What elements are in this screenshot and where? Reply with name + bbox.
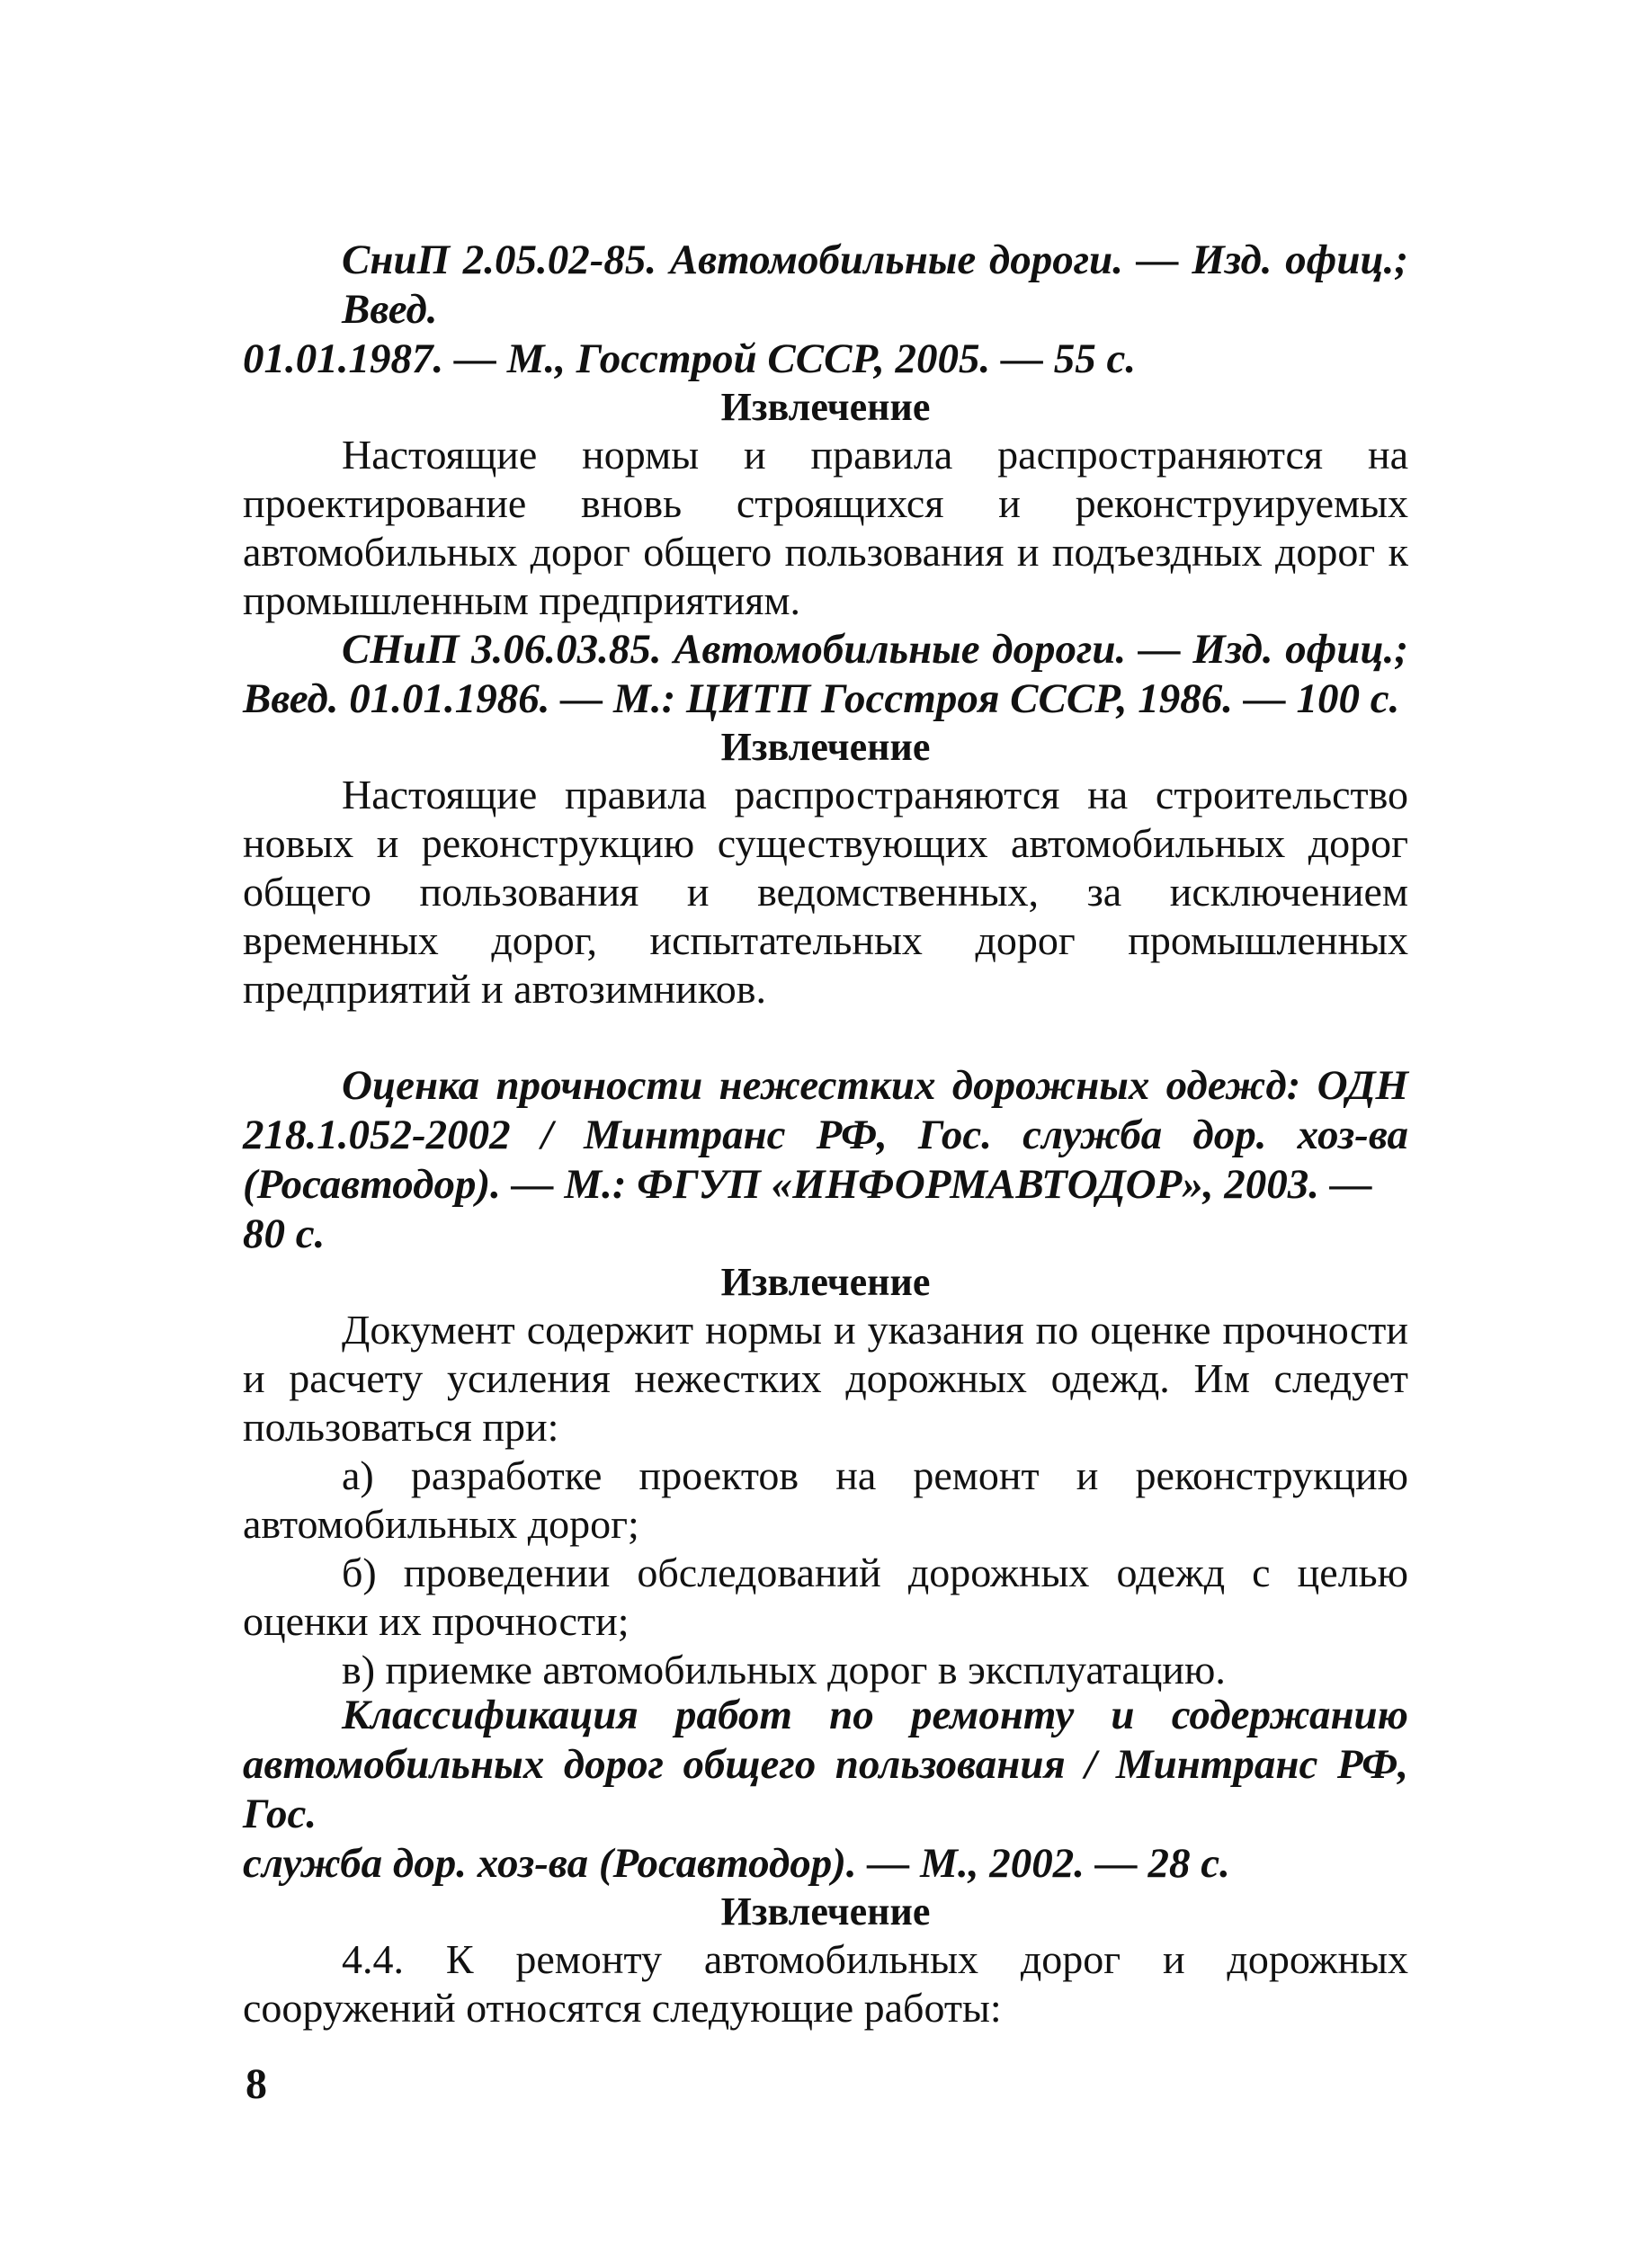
list-item: б) проведении обследований дорожных одежд с целью оценки их прочности;: [243, 1550, 1408, 1644]
citation-line: служба дор. хоз-ва (Росавтодор). — М., 2002. — 28 с.: [243, 1840, 1230, 1887]
citation-line: Классификация работ по ремонту и содержанию: [342, 1692, 1408, 1738]
citation: [243, 1691, 1408, 1889]
citation: [243, 236, 1408, 384]
section-heading: Извлечение: [720, 1889, 931, 1934]
paragraph: 4.4. К ремонту автомобильных дорог и дорожных сооружений относятся следующие работы:: [243, 1936, 1408, 2031]
paragraph: Настоящие нормы и правила распространяются на проектирование вновь строящихся и реконструируемых автомобильных дорог общего пользования и подъездных дорог к промышленным предприятиям.: [243, 432, 1408, 623]
citation-line: (Росавтодор). — М.: ФГУП «ИНФОРМАВТОДОР», 2003. — 80 с.: [243, 1161, 1372, 1257]
entry-snip-3-06-03: [243, 625, 1408, 1014]
citation-line: 01.01.1987. — М., Госстрой СССР, 2005. — 55 с.: [243, 335, 1137, 382]
citation-line: СНиП 3.06.03.85. Автомобильные дороги. — Изд. офиц.;: [342, 626, 1408, 673]
list-item: в) приемке автомобильных дорог в эксплуатацию.: [342, 1647, 1226, 1693]
citation-line: 218.1.052-2002 / Минтранс РФ, Гос. служба дор. хоз-ва: [243, 1112, 1408, 1158]
citation: [243, 625, 1408, 724]
citation-line: автомобильных дорог общего пользования / Минтранс РФ, Гос.: [243, 1741, 1408, 1837]
entry-snip-2-05-02: [243, 236, 1408, 625]
section-heading: Извлечение: [720, 385, 931, 429]
citation-line: СниП 2.05.02-85. Автомобильные дороги. — Изд. офиц.; Введ.: [342, 237, 1408, 333]
citation-line: Введ. 01.01.1986. — М.: ЦИТП Госстроя СССР, 1986. — 100 с.: [243, 675, 1400, 722]
section-heading: Извлечение: [720, 1260, 931, 1304]
paragraph: Документ содержит нормы и указания по оценке прочности и расчету усиления нежестких дорожных одежд. Им следует пользоваться при:: [243, 1307, 1408, 1450]
section-heading: Извлечение: [720, 725, 931, 769]
citation: [243, 1061, 1408, 1259]
entry-classification: [243, 1691, 1408, 2032]
list-item: а) разработке проектов на ремонт и реконструкцию автомобильных дорог;: [243, 1452, 1408, 1547]
citation-line: Оценка прочности нежестких дорожных одежд: ОДН: [342, 1062, 1408, 1109]
page-number: 8: [246, 2060, 267, 2108]
entry-odn-218: [243, 1061, 1408, 1694]
paragraph: Настоящие правила распространяются на строительство новых и реконструкцию существующих автомобильных дорог общего пользования и ведомственных, за исключением временных дорог, испытательных дорог промышленных предприятий и автозимников.: [243, 772, 1408, 1012]
